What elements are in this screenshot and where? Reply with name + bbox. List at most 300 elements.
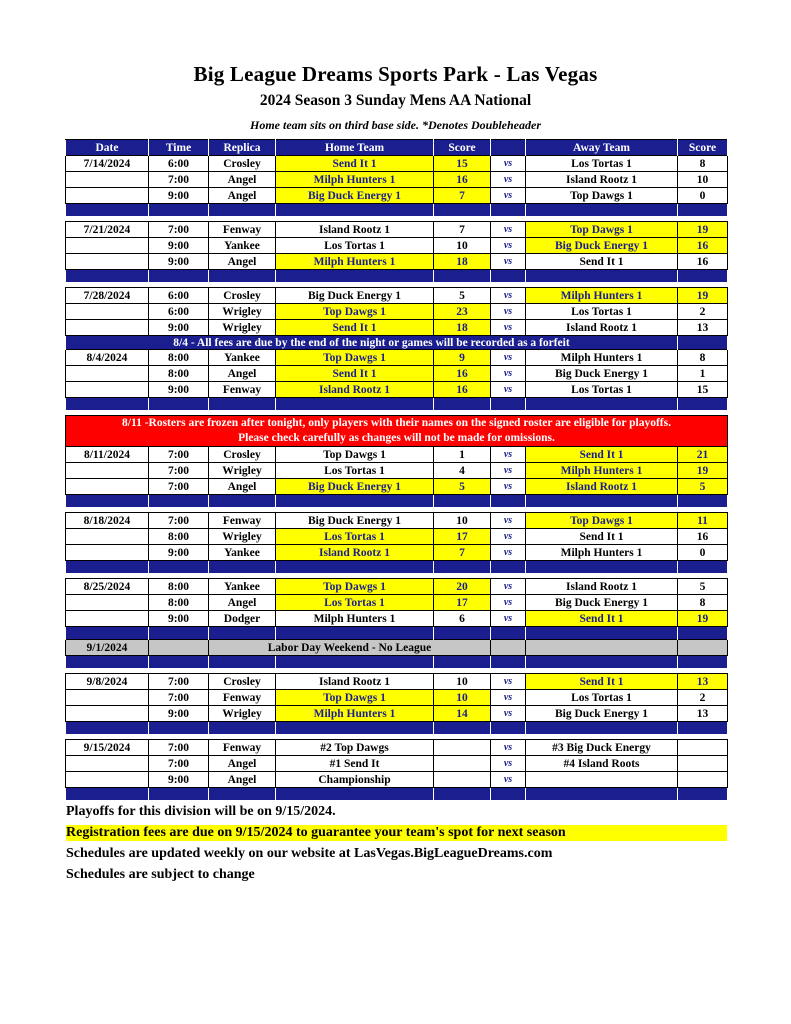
date-cell — [66, 188, 149, 204]
date-cell: 8/25/2024 — [66, 579, 149, 595]
roster-freeze-notice-line: 8/11 -Rosters are frozen after tonight, only players with their names on the signed roster are eligible for playoffs. — [122, 417, 671, 429]
vs-label: vs — [491, 595, 526, 611]
game-row — [66, 479, 728, 495]
replica-cell: Wrigley — [209, 706, 276, 722]
home-team-cell: Big Duck Energy 1 — [276, 513, 434, 529]
home-team-cell: Island Rootz 1 — [276, 382, 434, 398]
divider-cell — [66, 204, 149, 217]
home-score-cell: 10 — [434, 674, 491, 690]
game-row — [66, 529, 728, 545]
divider-cell — [276, 561, 434, 574]
home-team-cell: #1 Send It — [276, 756, 434, 772]
vs-label: vs — [491, 238, 526, 254]
game-row — [66, 382, 728, 398]
divider-cell — [678, 561, 728, 574]
vs-label: vs — [491, 545, 526, 561]
divider-row — [66, 270, 728, 283]
divider-cell — [526, 788, 678, 801]
divider-cell — [66, 495, 149, 508]
home-team-cell: Los Tortas 1 — [276, 595, 434, 611]
home-team-cell: Top Dawgs 1 — [276, 690, 434, 706]
game-row — [66, 320, 728, 336]
replica-cell: Wrigley — [209, 529, 276, 545]
away-score-cell: 1 — [678, 366, 728, 382]
time-cell: 7:00 — [149, 756, 209, 772]
date-cell: 9/8/2024 — [66, 674, 149, 690]
divider-cell — [149, 270, 209, 283]
home-score-cell — [434, 772, 491, 788]
divider-cell — [678, 722, 728, 735]
home-team-cell: Top Dawgs 1 — [276, 304, 434, 320]
replica-cell: Fenway — [209, 740, 276, 756]
divider-cell — [678, 204, 728, 217]
away-score-cell: 8 — [678, 595, 728, 611]
replica-cell: Angel — [209, 188, 276, 204]
divider-cell — [434, 204, 491, 217]
divider-cell — [276, 656, 434, 669]
column-header — [491, 140, 526, 156]
replica-cell: Yankee — [209, 350, 276, 366]
replica-cell: Angel — [209, 479, 276, 495]
divider-cell — [678, 398, 728, 411]
away-score-cell — [678, 772, 728, 788]
divider-cell — [276, 722, 434, 735]
divider-cell — [149, 495, 209, 508]
away-team-cell: Los Tortas 1 — [526, 382, 678, 398]
game-row — [66, 222, 728, 238]
away-score-cell: 5 — [678, 579, 728, 595]
vs-label: vs — [491, 479, 526, 495]
home-score-cell: 16 — [434, 382, 491, 398]
date-cell — [66, 172, 149, 188]
home-score-cell: 10 — [434, 513, 491, 529]
home-team-cell: Big Duck Energy 1 — [276, 288, 434, 304]
away-team-cell: Top Dawgs 1 — [526, 222, 678, 238]
home-team-cell: Send It 1 — [276, 320, 434, 336]
divider-cell — [209, 204, 276, 217]
home-score-cell: 7 — [434, 222, 491, 238]
home-score-cell: 5 — [434, 479, 491, 495]
home-score-cell: 14 — [434, 706, 491, 722]
away-team-cell: Send It 1 — [526, 447, 678, 463]
vs-label: vs — [491, 288, 526, 304]
game-row — [66, 238, 728, 254]
divider-cell — [434, 656, 491, 669]
date-cell — [66, 304, 149, 320]
replica-cell: Angel — [209, 254, 276, 270]
time-cell: 9:00 — [149, 545, 209, 561]
divider-cell — [491, 561, 526, 574]
replica-cell: Angel — [209, 772, 276, 788]
divider-cell — [66, 627, 149, 640]
away-team-cell: Milph Hunters 1 — [526, 288, 678, 304]
fees-due-note-row — [66, 336, 728, 350]
home-team-cell: Milph Hunters 1 — [276, 611, 434, 627]
replica-cell: Wrigley — [209, 304, 276, 320]
divider-cell — [149, 561, 209, 574]
away-score-cell: 13 — [678, 320, 728, 336]
home-score-cell: 17 — [434, 529, 491, 545]
date-cell — [66, 382, 149, 398]
home-team-cell: Send It 1 — [276, 366, 434, 382]
table-header-row — [66, 140, 728, 156]
home-score-cell: 9 — [434, 350, 491, 366]
time-cell: 7:00 — [149, 172, 209, 188]
divider-cell — [149, 722, 209, 735]
time-cell: 9:00 — [149, 706, 209, 722]
vs-label: vs — [491, 529, 526, 545]
away-score-cell: 19 — [678, 222, 728, 238]
footer-subject-to-change-line: Schedules are subject to change — [66, 867, 255, 882]
game-row — [66, 513, 728, 529]
footer-playoffs-line: Playoffs for this division will be on 9/15/2024. — [66, 804, 336, 819]
away-team-cell: Milph Hunters 1 — [526, 545, 678, 561]
away-score-cell — [678, 756, 728, 772]
home-score-cell — [434, 756, 491, 772]
divider-cell — [149, 627, 209, 640]
home-team-cell: Milph Hunters 1 — [276, 172, 434, 188]
away-team-cell: Island Rootz 1 — [526, 479, 678, 495]
fees-due-note-text: 8/4 - All fees are due by the end of the night or games will be recorded as a forfeit — [66, 336, 678, 350]
home-score-cell: 7 — [434, 545, 491, 561]
divider-cell — [434, 495, 491, 508]
away-score-cell: 16 — [678, 238, 728, 254]
time-cell: 7:00 — [149, 447, 209, 463]
divider-cell — [66, 722, 149, 735]
time-cell: 7:00 — [149, 513, 209, 529]
divider-row — [66, 561, 728, 574]
home-score-cell: 18 — [434, 254, 491, 270]
home-team-cell: Los Tortas 1 — [276, 238, 434, 254]
date-cell — [66, 772, 149, 788]
document-header — [0, 0, 791, 133]
home-score-cell: 5 — [434, 288, 491, 304]
away-team-cell: Milph Hunters 1 — [526, 350, 678, 366]
divider-cell — [276, 788, 434, 801]
vs-label: vs — [491, 254, 526, 270]
divider-cell — [149, 656, 209, 669]
divider-cell — [66, 788, 149, 801]
divider-cell — [434, 788, 491, 801]
replica-cell: Fenway — [209, 382, 276, 398]
home-team-cell: Los Tortas 1 — [276, 529, 434, 545]
replica-cell: Fenway — [209, 690, 276, 706]
away-score-cell: 13 — [678, 674, 728, 690]
time-cell: 7:00 — [149, 222, 209, 238]
away-score-cell: 8 — [678, 156, 728, 172]
home-team-cell: Championship — [276, 772, 434, 788]
divider-row — [66, 788, 728, 801]
date-cell: 9/15/2024 — [66, 740, 149, 756]
home-team-cell: Island Rootz 1 — [276, 222, 434, 238]
home-team-cell: Big Duck Energy 1 — [276, 188, 434, 204]
vs-label: vs — [491, 579, 526, 595]
vs-label: vs — [491, 674, 526, 690]
divider-cell — [209, 495, 276, 508]
game-row — [66, 674, 728, 690]
date-cell — [66, 611, 149, 627]
home-team-cell: Top Dawgs 1 — [276, 579, 434, 595]
away-team-cell: #3 Big Duck Energy — [526, 740, 678, 756]
game-row — [66, 772, 728, 788]
time-cell: 7:00 — [149, 463, 209, 479]
column-header: Time — [149, 140, 209, 156]
vs-label: vs — [491, 756, 526, 772]
divider-cell — [209, 788, 276, 801]
divider-cell — [526, 204, 678, 217]
game-row — [66, 579, 728, 595]
time-cell: 9:00 — [149, 772, 209, 788]
divider-cell — [66, 656, 149, 669]
divider-row — [66, 495, 728, 508]
away-score-cell: 21 — [678, 447, 728, 463]
home-score-cell: 16 — [434, 172, 491, 188]
date-cell: 7/28/2024 — [66, 288, 149, 304]
page-subtitle: 2024 Season 3 Sunday Mens AA National — [259, 92, 532, 109]
vs-label: vs — [491, 350, 526, 366]
column-header: Score — [678, 140, 728, 156]
home-team-cell: Top Dawgs 1 — [276, 447, 434, 463]
divider-cell — [276, 204, 434, 217]
replica-cell: Crosley — [209, 674, 276, 690]
game-row — [66, 254, 728, 270]
column-header: Home Team — [276, 140, 434, 156]
away-team-cell: Send It 1 — [526, 529, 678, 545]
away-score-cell: 2 — [678, 304, 728, 320]
holiday-row — [66, 640, 728, 656]
game-row — [66, 350, 728, 366]
home-team-cell: Island Rootz 1 — [276, 545, 434, 561]
home-team-cell: Los Tortas 1 — [276, 463, 434, 479]
vs-label: vs — [491, 222, 526, 238]
game-row — [66, 706, 728, 722]
divider-cell — [678, 788, 728, 801]
replica-cell: Angel — [209, 756, 276, 772]
divider-cell — [209, 561, 276, 574]
game-row — [66, 288, 728, 304]
game-row — [66, 595, 728, 611]
home-team-cell: Milph Hunters 1 — [276, 254, 434, 270]
away-team-cell: Los Tortas 1 — [526, 304, 678, 320]
divider-cell — [149, 398, 209, 411]
divider-cell — [491, 495, 526, 508]
away-score-cell — [678, 740, 728, 756]
away-team-cell: Top Dawgs 1 — [526, 188, 678, 204]
column-header: Date — [66, 140, 149, 156]
game-row — [66, 756, 728, 772]
divider-cell — [434, 627, 491, 640]
divider-cell — [526, 270, 678, 283]
home-score-cell: 4 — [434, 463, 491, 479]
date-cell — [66, 366, 149, 382]
home-score-cell: 18 — [434, 320, 491, 336]
divider-cell — [526, 627, 678, 640]
schedule-table — [65, 139, 728, 800]
game-row — [66, 611, 728, 627]
away-score-cell: 0 — [678, 545, 728, 561]
vs-label: vs — [491, 463, 526, 479]
away-score-cell: 2 — [678, 690, 728, 706]
vs-label: vs — [491, 740, 526, 756]
time-cell: 9:00 — [149, 320, 209, 336]
home-team-cell: #2 Top Dawgs — [276, 740, 434, 756]
fees-due-note-tail-cell — [678, 336, 728, 350]
replica-cell: Yankee — [209, 579, 276, 595]
home-score-cell: 15 — [434, 156, 491, 172]
game-row — [66, 740, 728, 756]
time-cell: 8:00 — [149, 366, 209, 382]
away-team-cell — [526, 772, 678, 788]
home-team-cell: Milph Hunters 1 — [276, 706, 434, 722]
time-cell: 6:00 — [149, 288, 209, 304]
footer-website-line: Schedules are updated weekly on our website at LasVegas.BigLeagueDreams.com — [66, 846, 553, 861]
time-cell: 7:00 — [149, 479, 209, 495]
away-score-cell: 15 — [678, 382, 728, 398]
footer-registration-line: Registration fees are due on 9/15/2024 to guarantee your team's spot for next season — [66, 825, 727, 841]
divider-cell — [678, 270, 728, 283]
time-cell — [149, 640, 209, 656]
divider-row — [66, 656, 728, 669]
date-cell — [66, 479, 149, 495]
away-team-cell: Island Rootz 1 — [526, 579, 678, 595]
away-score-cell: 5 — [678, 479, 728, 495]
divider-cell — [491, 270, 526, 283]
vs-label: vs — [491, 156, 526, 172]
divider-cell — [526, 722, 678, 735]
home-score-cell — [434, 740, 491, 756]
replica-cell: Crosley — [209, 447, 276, 463]
date-cell — [66, 254, 149, 270]
column-header: Score — [434, 140, 491, 156]
game-row — [66, 463, 728, 479]
vs-label: vs — [491, 172, 526, 188]
time-cell: 9:00 — [149, 254, 209, 270]
divider-cell — [678, 627, 728, 640]
away-team-cell: Send It 1 — [526, 611, 678, 627]
date-cell — [66, 320, 149, 336]
roster-freeze-notice-row — [66, 416, 728, 447]
away-score-cell: 19 — [678, 288, 728, 304]
divider-cell — [491, 204, 526, 217]
vs-label: vs — [491, 706, 526, 722]
game-row — [66, 447, 728, 463]
away-team-cell — [526, 640, 678, 656]
divider-row — [66, 627, 728, 640]
divider-cell — [276, 495, 434, 508]
vs-label: vs — [491, 366, 526, 382]
divider-cell — [491, 398, 526, 411]
away-team-cell: Send It 1 — [526, 254, 678, 270]
away-score-cell: 13 — [678, 706, 728, 722]
roster-freeze-notice-cell — [66, 416, 728, 447]
time-cell: 9:00 — [149, 382, 209, 398]
divider-cell — [526, 495, 678, 508]
vs-label: vs — [491, 772, 526, 788]
game-row — [66, 366, 728, 382]
column-header: Away Team — [526, 140, 678, 156]
time-cell: 9:00 — [149, 188, 209, 204]
date-cell: 8/11/2024 — [66, 447, 149, 463]
divider-row — [66, 722, 728, 735]
game-row — [66, 545, 728, 561]
away-team-cell: Big Duck Energy 1 — [526, 238, 678, 254]
vs-label: vs — [491, 513, 526, 529]
divider-cell — [209, 398, 276, 411]
home-score-cell: 10 — [434, 690, 491, 706]
away-score-cell: 10 — [678, 172, 728, 188]
away-team-cell: #4 Island Roots — [526, 756, 678, 772]
away-score-cell: 19 — [678, 463, 728, 479]
replica-cell: Crosley — [209, 156, 276, 172]
divider-cell — [209, 722, 276, 735]
divider-cell — [491, 627, 526, 640]
time-cell: 8:00 — [149, 529, 209, 545]
time-cell: 7:00 — [149, 690, 209, 706]
time-cell: 8:00 — [149, 350, 209, 366]
divider-cell — [149, 204, 209, 217]
date-cell — [66, 463, 149, 479]
divider-row — [66, 204, 728, 217]
home-score-cell: 23 — [434, 304, 491, 320]
away-team-cell: Island Rootz 1 — [526, 320, 678, 336]
home-score-cell: 17 — [434, 595, 491, 611]
home-score-cell: 16 — [434, 366, 491, 382]
replica-cell: Dodger — [209, 611, 276, 627]
game-row — [66, 690, 728, 706]
time-cell: 6:00 — [149, 156, 209, 172]
date-cell: 7/21/2024 — [66, 222, 149, 238]
divider-cell — [149, 788, 209, 801]
game-row — [66, 172, 728, 188]
time-cell: 7:00 — [149, 674, 209, 690]
vs-cell — [491, 640, 526, 656]
divider-row — [66, 398, 728, 411]
divider-cell — [678, 656, 728, 669]
divider-cell — [66, 398, 149, 411]
schedule-table-body — [66, 140, 728, 801]
vs-label: vs — [491, 382, 526, 398]
away-team-cell: Big Duck Energy 1 — [526, 706, 678, 722]
replica-cell: Crosley — [209, 288, 276, 304]
divider-cell — [491, 722, 526, 735]
holiday-text: Labor Day Weekend - No League — [209, 640, 491, 656]
away-score-cell: 19 — [678, 611, 728, 627]
home-team-cell: Big Duck Energy 1 — [276, 479, 434, 495]
time-cell: 9:00 — [149, 611, 209, 627]
date-cell — [66, 529, 149, 545]
replica-cell: Wrigley — [209, 463, 276, 479]
vs-label: vs — [491, 304, 526, 320]
divider-cell — [526, 398, 678, 411]
home-score-cell: 20 — [434, 579, 491, 595]
header-note: Home team sits on third base side. *Denotes Doubleheader — [250, 118, 541, 132]
divider-cell — [526, 561, 678, 574]
document-footer — [66, 804, 791, 883]
away-score-cell: 0 — [678, 188, 728, 204]
divider-cell — [209, 270, 276, 283]
home-team-cell: Island Rootz 1 — [276, 674, 434, 690]
replica-cell: Fenway — [209, 222, 276, 238]
away-team-cell: Big Duck Energy 1 — [526, 595, 678, 611]
home-team-cell: Top Dawgs 1 — [276, 350, 434, 366]
date-cell: 7/14/2024 — [66, 156, 149, 172]
home-score-cell: 6 — [434, 611, 491, 627]
divider-cell — [66, 561, 149, 574]
date-cell — [66, 595, 149, 611]
away-team-cell: Los Tortas 1 — [526, 690, 678, 706]
divider-cell — [526, 656, 678, 669]
date-cell: 8/18/2024 — [66, 513, 149, 529]
